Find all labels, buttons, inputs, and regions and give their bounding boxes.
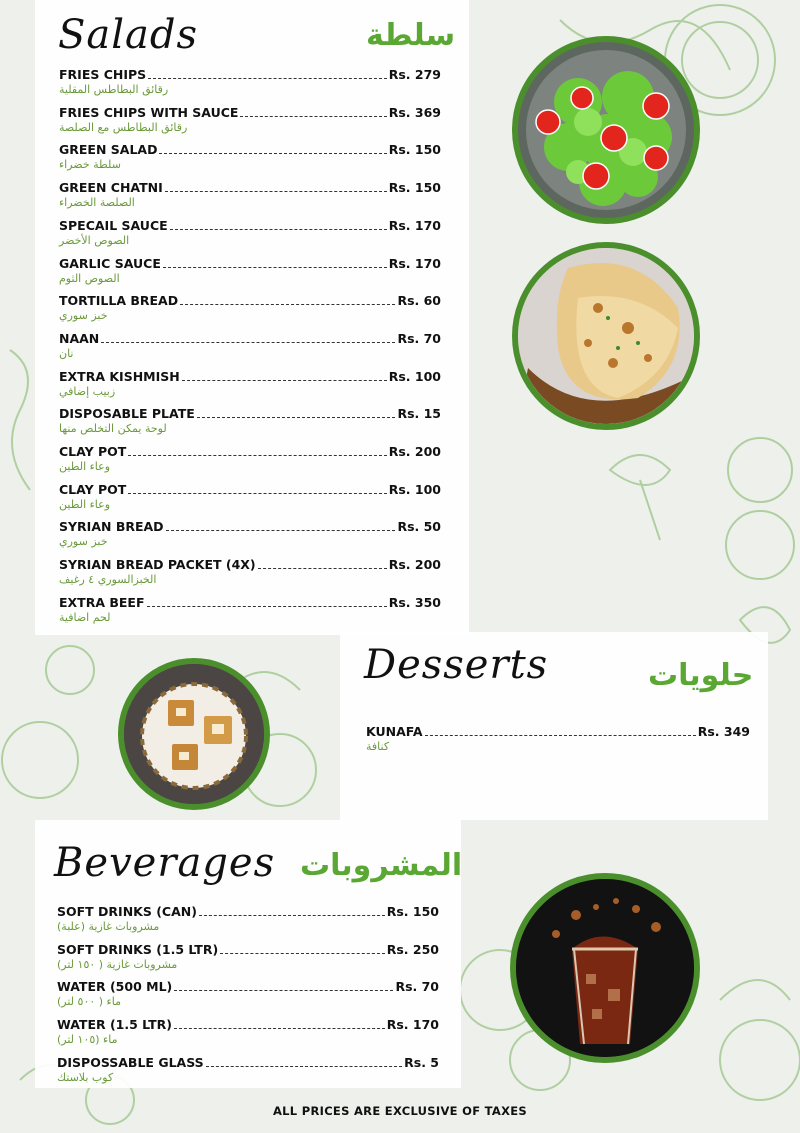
menu-item-line: [59, 293, 441, 308]
menu-item-line: [59, 180, 441, 195]
item-name: SYRIAN BREAD PACKET (4X): [59, 557, 256, 573]
item-name: WATER (1.5 LTR): [57, 1017, 172, 1033]
item-name-arabic: الصوص الثوم: [59, 271, 120, 285]
menu-item: [59, 256, 441, 285]
item-price: Rs. 170: [388, 255, 441, 271]
menu-item-line: [59, 519, 441, 534]
menu-item: [59, 180, 441, 209]
item-name-arabic: سلطة خضراء: [59, 158, 121, 172]
menu-item-line: [59, 482, 441, 497]
item-name: EXTRA BEEF: [59, 594, 145, 610]
dotted-leader: [166, 529, 396, 531]
salads-title: Salads: [58, 12, 199, 58]
menu-item-line: [59, 595, 441, 610]
item-price: Rs. 150: [388, 142, 441, 158]
menu-item-line: [59, 105, 441, 120]
menu-item-line: [57, 942, 439, 957]
dotted-leader: [220, 952, 385, 954]
dotted-leader: [148, 77, 387, 79]
dotted-leader: [206, 1065, 402, 1067]
menu-item: [59, 557, 441, 586]
dessert-photo: [118, 658, 270, 810]
menu-item: [59, 444, 441, 473]
menu-item: [59, 105, 441, 134]
dotted-leader: [128, 492, 386, 494]
menu-item: [57, 1017, 439, 1046]
dotted-leader: [199, 914, 385, 916]
dotted-leader: [180, 303, 395, 305]
item-name: GREEN CHATNI: [59, 180, 163, 196]
drink-photo: [510, 873, 700, 1063]
dotted-leader: [197, 416, 396, 418]
item-price: Rs. 5: [404, 1054, 439, 1070]
dotted-leader: [165, 190, 387, 192]
item-name-arabic: مشروبات غازية ( ١٥٠ لتر): [57, 957, 178, 971]
item-name: NAAN: [59, 330, 100, 346]
item-name: TORTILLA BREAD: [59, 293, 179, 309]
menu-item-line: [59, 557, 441, 572]
item-name-arabic: رقائق البطاطس مع الصلصة: [59, 120, 188, 134]
salads-title-arabic: سلطة: [366, 18, 456, 53]
item-name-arabic: ماء (١٠٥ لتر): [57, 1033, 118, 1047]
item-price: Rs. 15: [397, 406, 441, 422]
item-name-arabic: لحم اضافية: [59, 610, 111, 624]
menu-item: [59, 67, 441, 96]
item-name: EXTRA KISHMISH: [59, 368, 180, 384]
menu-item: [59, 406, 441, 435]
desserts-title-arabic: حلويات: [648, 658, 754, 693]
dotted-leader: [159, 152, 386, 154]
item-name-arabic: زبيب إضافي: [59, 384, 116, 398]
dotted-leader: [163, 266, 387, 268]
naan-photo: [512, 242, 700, 430]
item-price: Rs. 100: [388, 368, 441, 384]
dotted-leader: [425, 734, 696, 736]
item-price: Rs. 70: [395, 979, 439, 995]
item-name-arabic: وعاء الطين: [59, 497, 111, 511]
item-name: FRIES CHIPS WITH SAUCE: [59, 104, 239, 120]
item-price: Rs. 350: [388, 594, 441, 610]
item-name: DISPOSABLE PLATE: [59, 406, 195, 422]
item-name-arabic: الصوص الأخضر: [59, 233, 130, 247]
menu-item: [57, 904, 439, 933]
item-name-arabic: كوب بلاستك: [57, 1070, 114, 1084]
menu-item: [59, 482, 441, 511]
item-price: Rs. 70: [397, 330, 441, 346]
menu-item: [59, 293, 441, 322]
item-name-arabic: وعاء الطين: [59, 460, 111, 473]
menu-item: [366, 724, 750, 753]
dotted-leader: [258, 567, 387, 569]
item-price: Rs. 250: [386, 941, 439, 957]
item-name: KUNAFA: [366, 724, 423, 739]
item-name: DISPOSSABLE GLASS: [57, 1054, 204, 1070]
taxes-note: ALL PRICES ARE EXCLUSIVE OF TAXES: [272, 1104, 528, 1118]
item-name-arabic: مشروبات غازية (علبة): [57, 920, 160, 933]
menu-item-line: [57, 904, 439, 919]
beverages-title-arabic: المشروبات: [300, 848, 463, 883]
menu-item: [59, 595, 441, 624]
menu-item: [57, 979, 439, 1008]
item-price: Rs. 200: [388, 557, 441, 573]
item-name: SOFT DRINKS (CAN): [57, 904, 197, 919]
item-price: Rs. 369: [388, 104, 441, 120]
menu-item: [57, 1055, 439, 1084]
item-name: SOFT DRINKS (1.5 LTR): [57, 941, 219, 957]
menu-item-line: [59, 331, 441, 346]
dotted-leader: [240, 115, 386, 117]
item-name-arabic: الخبزالسوري ٤ رغيف: [59, 573, 157, 587]
dotted-leader: [128, 454, 386, 456]
item-name-arabic: ماء ( ٥٠٠ لتر): [57, 995, 121, 1009]
dotted-leader: [170, 228, 387, 230]
menu-item-line: [59, 67, 441, 82]
menu-item: [59, 142, 441, 171]
dotted-leader: [147, 605, 387, 607]
dotted-leader: [182, 379, 387, 381]
menu-item-line: [57, 1017, 439, 1032]
item-name: SPECAIL SAUCE: [59, 217, 168, 233]
item-price: Rs. 150: [388, 180, 441, 196]
menu-item-line: [59, 369, 441, 384]
item-name-arabic: نان: [59, 346, 74, 360]
dotted-leader: [174, 1027, 385, 1029]
item-price: Rs. 200: [388, 444, 441, 459]
menu-item-line: [57, 1055, 439, 1070]
item-name: GREEN SALAD: [59, 142, 158, 158]
item-price: Rs. 60: [397, 293, 441, 309]
menu-item-line: [59, 256, 441, 271]
menu-item-line: [366, 724, 750, 739]
item-price: Rs. 170: [388, 217, 441, 233]
menu-item-line: [59, 142, 441, 157]
desserts-title: Desserts: [364, 642, 549, 688]
item-name-arabic: رقائق البطاطس المقلية: [59, 83, 169, 96]
item-name: CLAY POT: [59, 481, 127, 497]
dotted-leader: [174, 989, 393, 991]
item-name-arabic: كنافة: [366, 740, 390, 753]
item-name: WATER (500 ML): [57, 979, 173, 995]
item-price: Rs. 100: [388, 481, 441, 497]
item-name: CLAY POT: [59, 444, 127, 459]
beverages-title: Beverages: [54, 840, 276, 886]
item-price: Rs. 50: [397, 519, 441, 535]
item-name: FRIES CHIPS: [59, 67, 147, 82]
item-name: SYRIAN BREAD: [59, 519, 164, 535]
menu-item-line: [59, 444, 441, 459]
item-name-arabic: لوحة يمكن التخلص منها: [59, 422, 167, 436]
item-price: Rs. 349: [697, 724, 750, 739]
salad-photo: [512, 36, 700, 224]
menu-item: [59, 331, 441, 360]
item-price: Rs. 170: [386, 1017, 439, 1033]
dotted-leader: [101, 341, 395, 343]
menu-item: [59, 218, 441, 247]
item-name: GARLIC SAUCE: [59, 255, 161, 271]
menu-item: [59, 519, 441, 548]
item-name-arabic: خبز سوري: [59, 309, 108, 323]
item-name-arabic: خبز سوري: [59, 535, 108, 549]
item-price: Rs. 279: [388, 67, 441, 82]
menu-item-line: [57, 979, 439, 994]
menu-item: [57, 942, 439, 971]
menu-item: [59, 369, 441, 398]
menu-item-line: [59, 218, 441, 233]
item-name-arabic: الصلصة الخضراء: [59, 196, 135, 210]
item-price: Rs. 150: [386, 904, 439, 919]
menu-item-line: [59, 406, 441, 421]
